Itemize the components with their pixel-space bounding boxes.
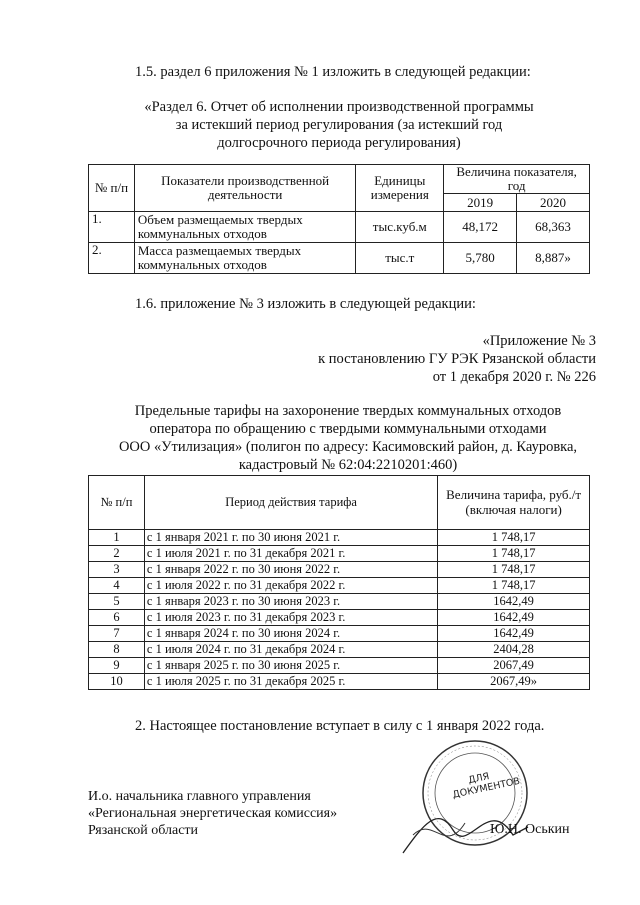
table-row	[89, 562, 590, 578]
table-row	[89, 626, 590, 642]
row-num: 9	[89, 658, 145, 674]
tariff-title	[88, 402, 608, 474]
row-num: 3	[89, 562, 145, 578]
header-value: Величина показателя, год	[444, 165, 590, 194]
row-period: с 1 июля 2021 г. по 31 декабря 2021 г.	[144, 546, 437, 562]
section6-title	[88, 98, 590, 152]
row-value-2019: 48,172	[444, 212, 517, 243]
row-tariff: 2067,49	[438, 658, 590, 674]
appendix-header	[250, 332, 596, 386]
row-value-2020: 8,887»	[517, 243, 590, 274]
tariff-table	[88, 475, 590, 690]
table-row	[89, 530, 590, 546]
row-tariff: 1 748,17	[438, 546, 590, 562]
header-num: № п/п	[89, 476, 145, 530]
row-num: 4	[89, 578, 145, 594]
official-stamp	[393, 735, 543, 865]
stamp-seal-icon	[393, 735, 543, 865]
row-period: с 1 января 2025 г. по 30 июня 2025 г.	[144, 658, 437, 674]
row-indicator: Объем размещаемых твердых коммунальных отходов	[134, 212, 355, 243]
header-year-2020: 2020	[517, 194, 590, 212]
table-row	[89, 658, 590, 674]
section-2: 2. Настоящее постановление вступает в силу с 1 января 2022 года.	[135, 718, 545, 734]
header-period: Период действия тарифа	[144, 476, 437, 530]
signature-title-line: «Региональная энергетическая комиссия»	[88, 806, 338, 821]
row-num: 2	[89, 546, 145, 562]
table-row	[89, 610, 590, 626]
signer-name: Ю.Н. Оськин	[490, 822, 570, 837]
header-tariff-value: Величина тарифа, руб./т (включая налоги)	[438, 476, 590, 530]
row-period: с 1 июля 2024 г. по 31 декабря 2024 г.	[144, 642, 437, 658]
row-tariff: 1642,49	[438, 610, 590, 626]
row-tariff: 2404,28	[438, 642, 590, 658]
table-row	[89, 674, 590, 690]
row-num: 1.	[89, 212, 135, 243]
section6-title-line: «Раздел 6. Отчет об исполнении производственной программы	[144, 99, 534, 115]
section-1-5: 1.5. раздел 6 приложения № 1 изложить в следующей редакции:	[135, 64, 531, 80]
tariff-title-line: кадастровый № 62:04:2210201:460)	[238, 457, 458, 473]
tariff-title-line: Предельные тарифы на захоронение твердых коммунальных отходов	[134, 403, 562, 419]
signature-title-line: Рязанской области	[88, 823, 199, 838]
signature-title-line: И.о. начальника главного управления	[88, 789, 311, 804]
appendix-line: от 1 декабря 2020 г. № 226	[432, 369, 596, 385]
row-tariff: 2067,49»	[438, 674, 590, 690]
stamp-label: ДЛЯ ДОКУМЕНТОВ	[451, 771, 522, 801]
table-row	[89, 546, 590, 562]
row-tariff: 1 748,17	[438, 530, 590, 546]
row-period: с 1 января 2024 г. по 30 июня 2024 г.	[144, 626, 437, 642]
row-period: с 1 января 2022 г. по 30 июня 2022 г.	[144, 562, 437, 578]
row-tariff: 1642,49	[438, 594, 590, 610]
appendix-line: «Приложение № 3	[482, 333, 596, 349]
row-value-2020: 68,363	[517, 212, 590, 243]
table-row	[89, 212, 590, 243]
row-num: 2.	[89, 243, 135, 274]
table-row	[89, 578, 590, 594]
row-num: 6	[89, 610, 145, 626]
header-num: № п/п	[89, 165, 135, 212]
row-tariff: 1 748,17	[438, 578, 590, 594]
row-tariff: 1 748,17	[438, 562, 590, 578]
row-period: с 1 января 2021 г. по 30 июня 2021 г.	[144, 530, 437, 546]
table-row	[89, 243, 590, 274]
row-units: тыс.куб.м	[356, 212, 444, 243]
row-num: 7	[89, 626, 145, 642]
row-units: тыс.т	[356, 243, 444, 274]
section6-title-line: долгосрочного периода регулирования)	[217, 135, 461, 151]
section-1-6: 1.6. приложение № 3 изложить в следующей редакции:	[135, 296, 476, 312]
table-row	[89, 594, 590, 610]
appendix-line: к постановлению ГУ РЭК Рязанской области	[318, 351, 596, 367]
row-indicator: Масса размещаемых твердых коммунальных отходов	[134, 243, 355, 274]
row-num: 10	[89, 674, 145, 690]
table-row	[89, 642, 590, 658]
row-period: с 1 января 2023 г. по 30 июня 2023 г.	[144, 594, 437, 610]
row-period: с 1 июля 2022 г. по 31 декабря 2022 г.	[144, 578, 437, 594]
signature-block	[88, 788, 337, 839]
row-num: 5	[89, 594, 145, 610]
row-num: 8	[89, 642, 145, 658]
row-period: с 1 июля 2025 г. по 31 декабря 2025 г.	[144, 674, 437, 690]
tariff-title-line: оператора по обращению с твердыми коммунальными отходами	[149, 421, 547, 437]
header-units: Единицы измерения	[356, 165, 444, 212]
tariff-title-line: ООО «Утилизация» (полигон по адресу: Касимовский район, д. Кауровка,	[118, 439, 578, 455]
row-period: с 1 июля 2023 г. по 31 декабря 2023 г.	[144, 610, 437, 626]
header-indicator: Показатели производственной деятельности	[134, 165, 355, 212]
row-tariff: 1642,49	[438, 626, 590, 642]
row-num: 1	[89, 530, 145, 546]
header-year-2019: 2019	[444, 194, 517, 212]
production-report-table	[88, 164, 590, 274]
row-value-2019: 5,780	[444, 243, 517, 274]
section6-title-line: за истекший период регулирования (за истекший год	[175, 117, 503, 133]
